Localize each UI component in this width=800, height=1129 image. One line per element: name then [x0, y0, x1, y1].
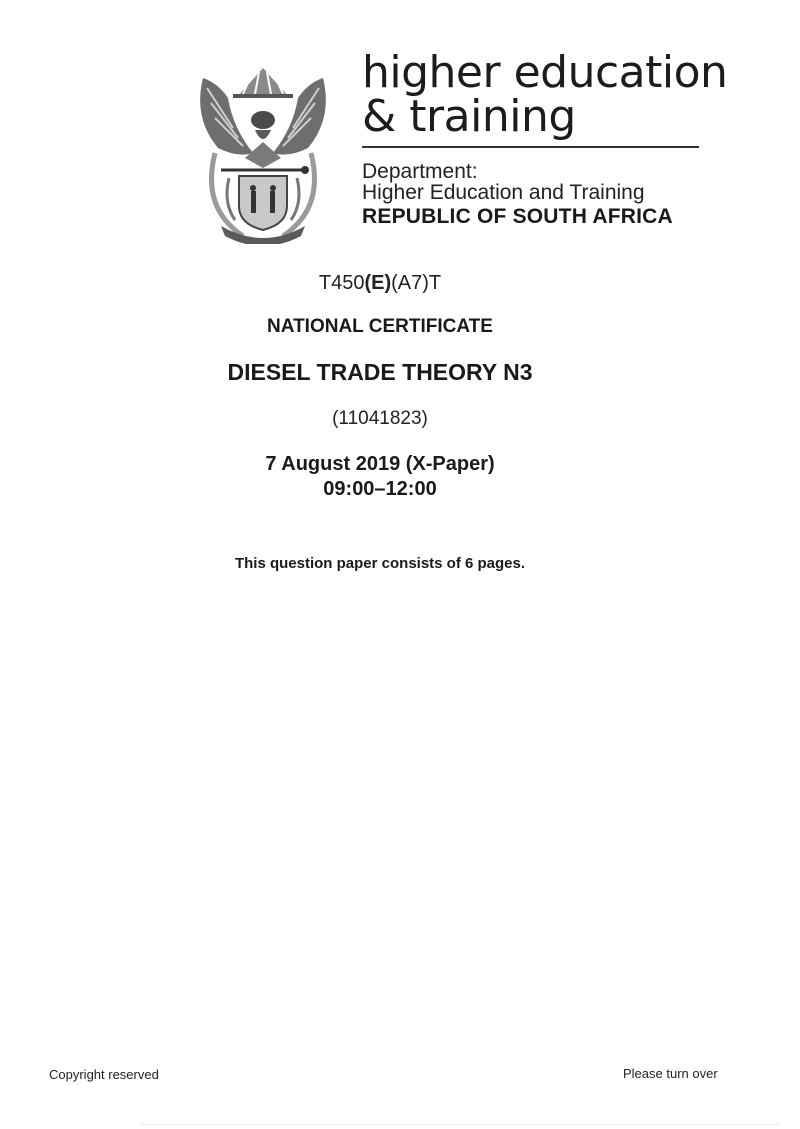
page-count-note: This question paper consists of 6 pages. — [234, 555, 526, 572]
paper-code-suffix: (A7)T — [391, 272, 442, 294]
brand-line-2: & training — [362, 91, 576, 142]
paper-code-language: (E) — [364, 272, 392, 294]
country-name: REPUBLIC OF SOUTH AFRICA — [362, 205, 673, 228]
certificate-title: NATIONAL CERTIFICATE — [267, 316, 493, 337]
paper-code — [0, 272, 760, 295]
scan-edge-line — [140, 1124, 780, 1125]
department-name: Higher Education and Training — [362, 181, 645, 204]
coat-of-arms-icon — [193, 58, 333, 244]
footer-turn-over: Please turn over — [623, 1066, 718, 1081]
header-divider — [362, 146, 699, 148]
brand-line-1: higher education — [362, 47, 728, 98]
footer-copyright: Copyright reserved — [49, 1067, 159, 1082]
subject-code: (11041823) — [332, 408, 428, 429]
exam-date: 7 August 2019 (X-Paper) — [265, 453, 495, 475]
exam-time: 09:00–12:00 — [323, 478, 437, 500]
paper-code-prefix: T450 — [318, 272, 365, 294]
department-label: Department: — [362, 160, 478, 183]
subject-title: DIESEL TRADE THEORY N3 — [227, 359, 533, 385]
